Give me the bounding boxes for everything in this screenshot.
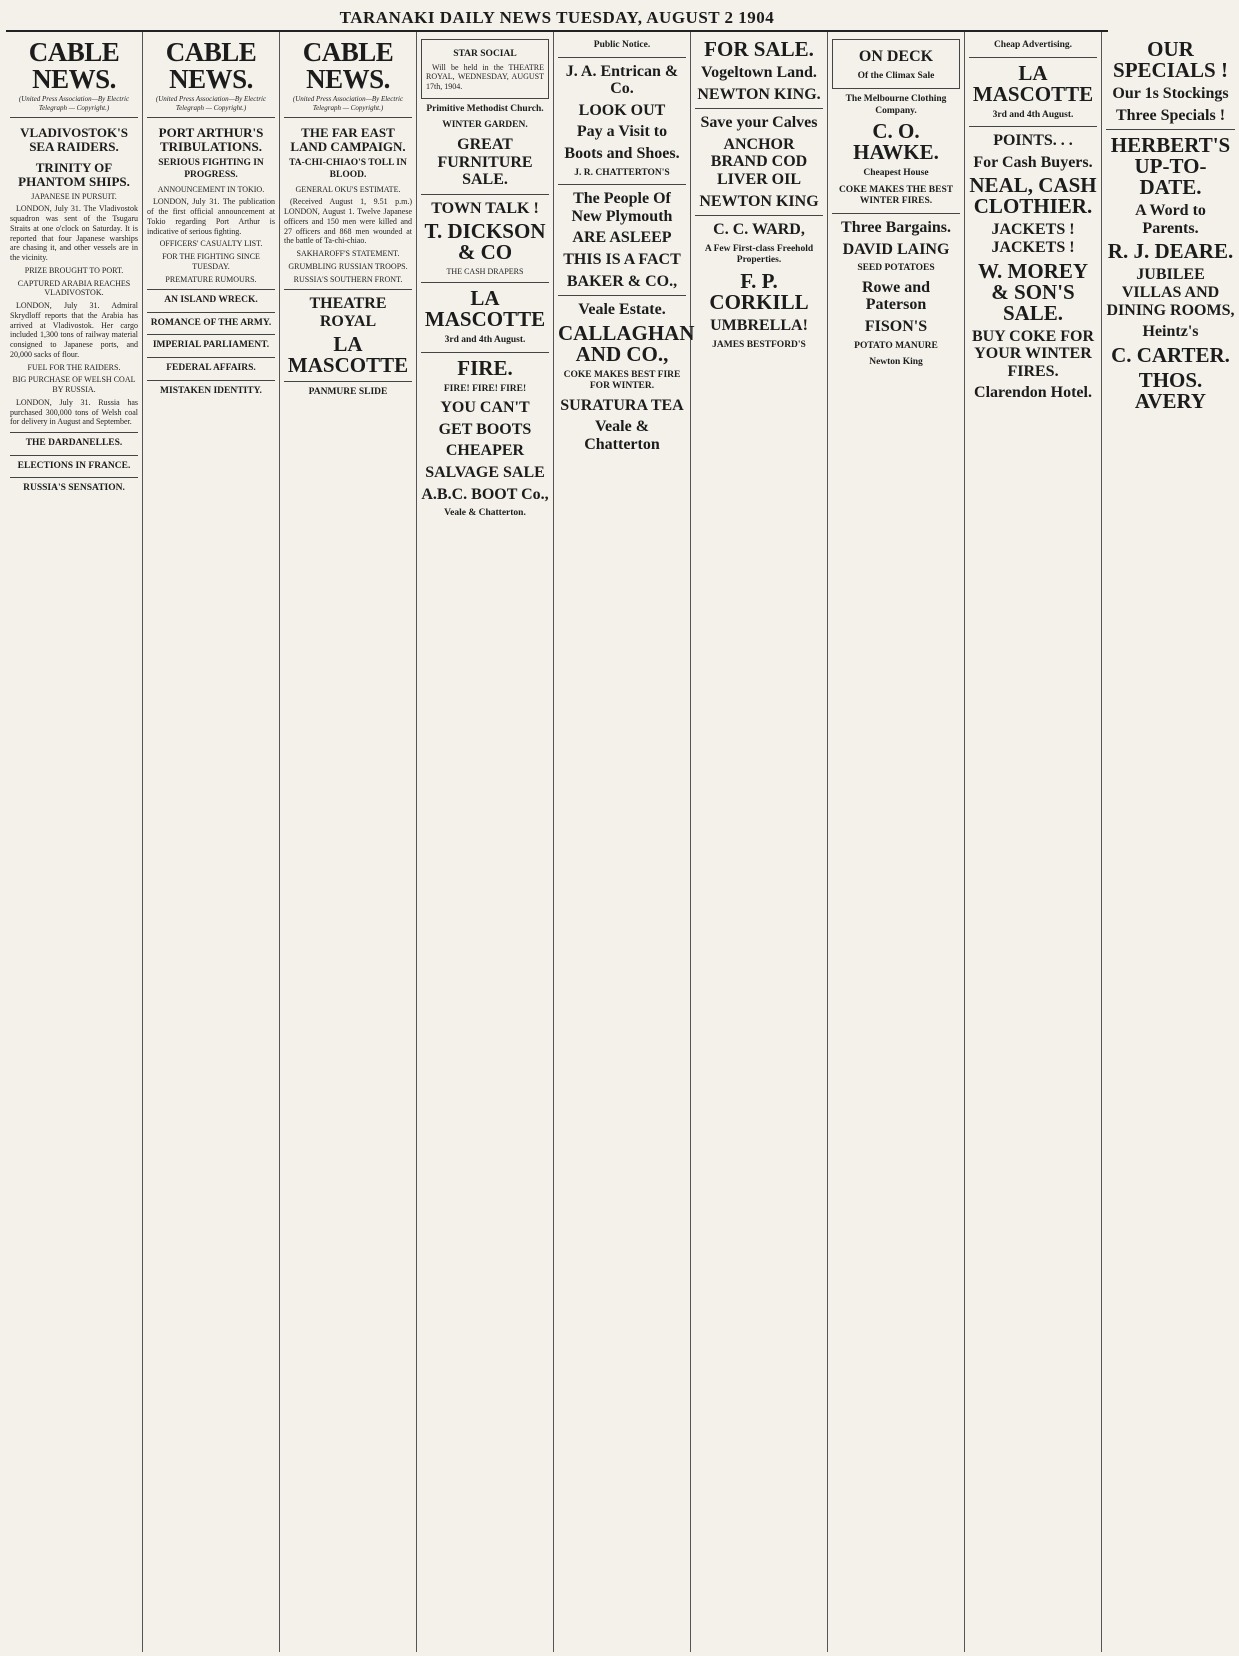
divider (147, 117, 275, 118)
divider (147, 380, 275, 381)
divider (558, 57, 686, 58)
ad-title: NEWTON KING (699, 192, 819, 210)
ad-title: PANMURE SLIDE (308, 387, 388, 398)
subheading: PRIZE BROUGHT TO PORT. (24, 265, 124, 275)
ad-title: THOS. AVERY (1134, 367, 1207, 413)
ad-title: STAR SOCIAL (453, 49, 517, 59)
ad-title: C. O. HAWKE. (853, 119, 939, 165)
ad-title: The Melbourne Clothing Company. (845, 94, 947, 116)
ad-title: 3rd and 4th August. (992, 109, 1074, 120)
ad-title: THIS IS A FACT (563, 250, 681, 268)
subheading: CAPTURED ARABIA REACHES VLADIVOSTOK. (17, 278, 131, 298)
column-3 (280, 32, 417, 1652)
ad-title: CHEAPER (445, 442, 525, 460)
headline: PORT ARTHUR'S TRIBULATIONS. (158, 125, 264, 154)
divider (10, 432, 138, 433)
ad-title: T. DICKSON & CO (424, 219, 546, 265)
ad-title: YOU CAN'T (440, 399, 530, 417)
headline: TRINITY OF PHANTOM SHIPS. (18, 160, 130, 189)
divider (558, 295, 686, 296)
ad-title: J. R. CHATTERTON'S (574, 167, 670, 178)
headline: MISTAKEN IDENTITY. (160, 385, 262, 396)
divider (695, 215, 823, 216)
ad-title: LA MASCOTTE (972, 60, 1094, 106)
ad-title: THEATRE ROYAL (309, 295, 387, 330)
advertisement (421, 39, 549, 99)
ad-text: Will be held in the THEATRE ROYAL, WEDNESDAY, AUGUST 17th, 1904. (426, 62, 544, 92)
ad-title: TOWN TALK ! (431, 199, 539, 217)
ad-title: Three Specials ! (1115, 106, 1226, 124)
headline: IMPERIAL PARLIAMENT. (152, 340, 270, 351)
masthead: TARANAKI DAILY NEWS TUESDAY, AUGUST 2 1904 (6, 6, 1108, 32)
divider (10, 117, 138, 118)
columns (6, 32, 1235, 1652)
divider (147, 334, 275, 335)
article-text: LONDON, July 31. The Vladivostok squadron was sent of the Tsugaru Straits at one o'clock on Saturday. It is reported that four Japanese warships are chasing it, and other vessels are in the vicinity. (10, 204, 138, 263)
divider (695, 108, 823, 109)
divider (421, 194, 549, 195)
divider (284, 117, 412, 118)
ad-title: FISON'S (864, 318, 928, 336)
ad-title: Rowe and Paterson (861, 278, 930, 314)
ad-title: Cheap Advertising. (993, 40, 1073, 50)
ad-title: W. MOREY & SON'S SALE. (977, 258, 1089, 325)
ad-title: Three Bargains. (841, 219, 951, 237)
ad-title: Cheapest House (863, 168, 929, 179)
column-5 (554, 32, 695, 1652)
ad-title: COKE MAKES BEST FIRE FOR WINTER. (563, 369, 681, 392)
ad-title: F. P. CORKILL (709, 268, 809, 314)
headline: VLADIVOSTOK'S SEA RAIDERS. (20, 125, 128, 154)
headline: THE FAR EAST LAND CAMPAIGN. (290, 125, 406, 154)
ad-title: Of the Climax Sale (857, 70, 935, 81)
ad-title: JACKETS ! JACKETS ! (991, 221, 1075, 256)
ad-title: ARE ASLEEP (572, 229, 672, 247)
divider (969, 126, 1097, 127)
column-4 (417, 32, 554, 1652)
column-6 (691, 32, 828, 1652)
column-2 (143, 32, 280, 1652)
headline: FEDERAL AFFAIRS. (166, 362, 256, 373)
ad-title: JUBILEE VILLAS AND DINING ROOMS, (1106, 266, 1235, 319)
ad-title: Veale & Chatterton. (444, 508, 526, 519)
ad-title: JAMES BESTFORD'S (712, 339, 806, 350)
headline: AN ISLAND WRECK. (164, 295, 258, 306)
ad-title: Primitive Methodist Church. (426, 103, 544, 114)
ad-title: Newton King (869, 357, 923, 368)
ad-title: Our 1s Stockings (1112, 85, 1229, 102)
subheading: FOR THE FIGHTING SINCE TUESDAY. (162, 252, 260, 271)
divider (421, 282, 549, 283)
ad-title: DAVID LAING (842, 240, 950, 258)
divider (284, 289, 412, 290)
subheading: GRUMBLING RUSSIAN TROOPS. (288, 261, 408, 271)
divider (147, 289, 275, 290)
ad-title: LA MASCOTTE (424, 286, 546, 332)
credit-line: (United Press Association—By Electric Telegraph — Copyright.) (292, 95, 404, 112)
ad-title: Boots and Shoes. (564, 144, 680, 162)
subheading: GENERAL OKU'S ESTIMATE. (295, 184, 401, 194)
headline: ROMANCE OF THE ARMY. (150, 317, 272, 328)
column-8 (965, 32, 1102, 1652)
ad-title: The People Of New Plymouth (571, 190, 673, 225)
ad-title: FOR SALE. (704, 37, 814, 61)
ad-title: WINTER GARDEN. (442, 120, 528, 131)
divider (1106, 129, 1235, 130)
headline: ELECTIONS IN FRANCE. (17, 460, 131, 471)
ad-title: A.B.C. BOOT Co., (421, 485, 549, 503)
ad-title: C. C. WARD, (713, 221, 805, 239)
column-7 (828, 32, 965, 1652)
ad-title: LOOK OUT (578, 101, 666, 119)
ad-title: ON DECK (858, 48, 934, 65)
divider (832, 213, 960, 214)
ad-title: BAKER & CO., (566, 272, 678, 290)
ad-title: NEAL, CASH CLOTHIER. (969, 173, 1097, 219)
ad-title: CALLAGHAN AND CO., (558, 320, 695, 366)
ad-title: J. A. Entrican & Co. (565, 62, 679, 98)
credit-line: (United Press Association—By Electric Telegraph — Copyright.) (18, 95, 130, 112)
ad-title: Veale & Chatterton (584, 418, 660, 454)
subheading: ANNOUNCEMENT IN TOKIO. (157, 184, 265, 194)
ad-title: HERBERT'S UP-TO-DATE. (1110, 133, 1231, 200)
column-title: CABLE NEWS. (302, 37, 394, 94)
ad-title: SURATURA TEA (560, 396, 684, 414)
column-9 (1102, 32, 1239, 1652)
ad-title: Veale Estate. (578, 301, 666, 319)
ad-title: Public Notice. (593, 40, 651, 50)
ad-title: R. J. DEARE. (1107, 239, 1234, 264)
ad-title: Clarendon Hotel. (974, 384, 1092, 402)
subheading: RUSSIA'S SOUTHERN FRONT. (293, 274, 403, 284)
ad-title: FIRE! FIRE! FIRE! (443, 383, 527, 394)
headline: THE DARDANELLES. (25, 438, 123, 449)
ad-title: A Word to Parents. (1135, 202, 1206, 237)
ad-title: Save your Calves (700, 114, 818, 132)
credit-line: (United Press Association—By Electric Telegraph — Copyright.) (155, 95, 267, 112)
article-text: LONDON, July 31. The publication of the first official announcement at Tokio regarding Port Arthur is indicative of serious fighting. (147, 197, 275, 236)
ad-title: BUY COKE FOR YOUR WINTER FIRES. (971, 327, 1095, 380)
ad-title: OUR SPECIALS ! (1113, 37, 1228, 82)
ad-title: UMBRELLA! (710, 316, 808, 334)
ad-title: POTATO MANURE (854, 340, 938, 351)
ad-title: For Cash Buyers. (973, 153, 1093, 171)
column-title: CABLE NEWS. (165, 37, 257, 94)
ad-title: Vogeltown Land. (701, 64, 817, 81)
article-text: LONDON, July 31. Russia has purchased 300,000 tons of Welsh coal for delivery in August and September. (10, 397, 138, 427)
headline: TA-CHI-CHIAO'S TOLL IN BLOOD. (289, 158, 407, 180)
ad-title: LA MASCOTTE (287, 332, 409, 378)
subheading: PREMATURE RUMOURS. (165, 274, 257, 284)
subheading: SAKHAROFF'S STATEMENT. (296, 249, 400, 258)
divider (10, 477, 138, 478)
divider (558, 184, 686, 185)
divider (421, 352, 549, 353)
divider (969, 57, 1097, 58)
divider (147, 357, 275, 358)
ad-title: SEED POTATOES (857, 263, 935, 274)
ad-text: THE CASH DRAPERS (446, 267, 524, 277)
subheading: BIG PURCHASE OF WELSH COAL BY RUSSIA. (12, 375, 136, 395)
ad-title: SALVAGE SALE (425, 464, 545, 482)
ad-title: GREAT FURNITURE SALE. (437, 135, 533, 189)
ad-title: ANCHOR BRAND COD LIVER OIL (710, 135, 808, 188)
article-text: LONDON, July 31. Admiral Skrydloff reports that the Arabia has arrived at Vladivostok. Her cargo included 1,300 tons of railway material consigned to Japanese ports, and 20,000 sacks of flour. (10, 301, 138, 359)
column-1 (6, 32, 143, 1652)
article-text: (Received August 1, 9.51 p.m.) LONDON, August 1. Twelve Japanese officers and 150 men were killed and 27 officers and 868 men wounded at the battle of Ta-chi-chiao. (284, 197, 412, 246)
ad-title: A Few First-class Freehold Properties. (704, 243, 814, 266)
divider (284, 381, 412, 382)
subheading: JAPANESE IN PURSUIT. (31, 191, 117, 201)
ad-title: COKE MAKES THE BEST WINTER FIRES. (838, 184, 954, 207)
subheading: FUEL FOR THE RAIDERS. (27, 362, 121, 372)
divider (147, 312, 275, 313)
ad-title: POINTS. . . (993, 132, 1073, 150)
ad-title: FIRE. (457, 355, 513, 380)
divider (10, 455, 138, 456)
advertisement (832, 39, 960, 89)
ad-title: Pay a Visit to (576, 123, 668, 141)
ad-title: C. CARTER. (1111, 342, 1230, 367)
headline: RUSSIA'S SENSATION. (23, 483, 125, 494)
subheading: OFFICERS' CASUALTY LIST. (159, 239, 263, 249)
headline: SERIOUS FIGHTING IN PROGRESS. (158, 158, 264, 180)
ad-title: 3rd and 4th August. (444, 335, 526, 346)
column-title: CABLE NEWS. (28, 37, 120, 94)
ad-title: NEWTON KING. (697, 85, 821, 103)
ad-title: Heintz's (1142, 323, 1199, 341)
ad-title: GET BOOTS (438, 420, 532, 438)
